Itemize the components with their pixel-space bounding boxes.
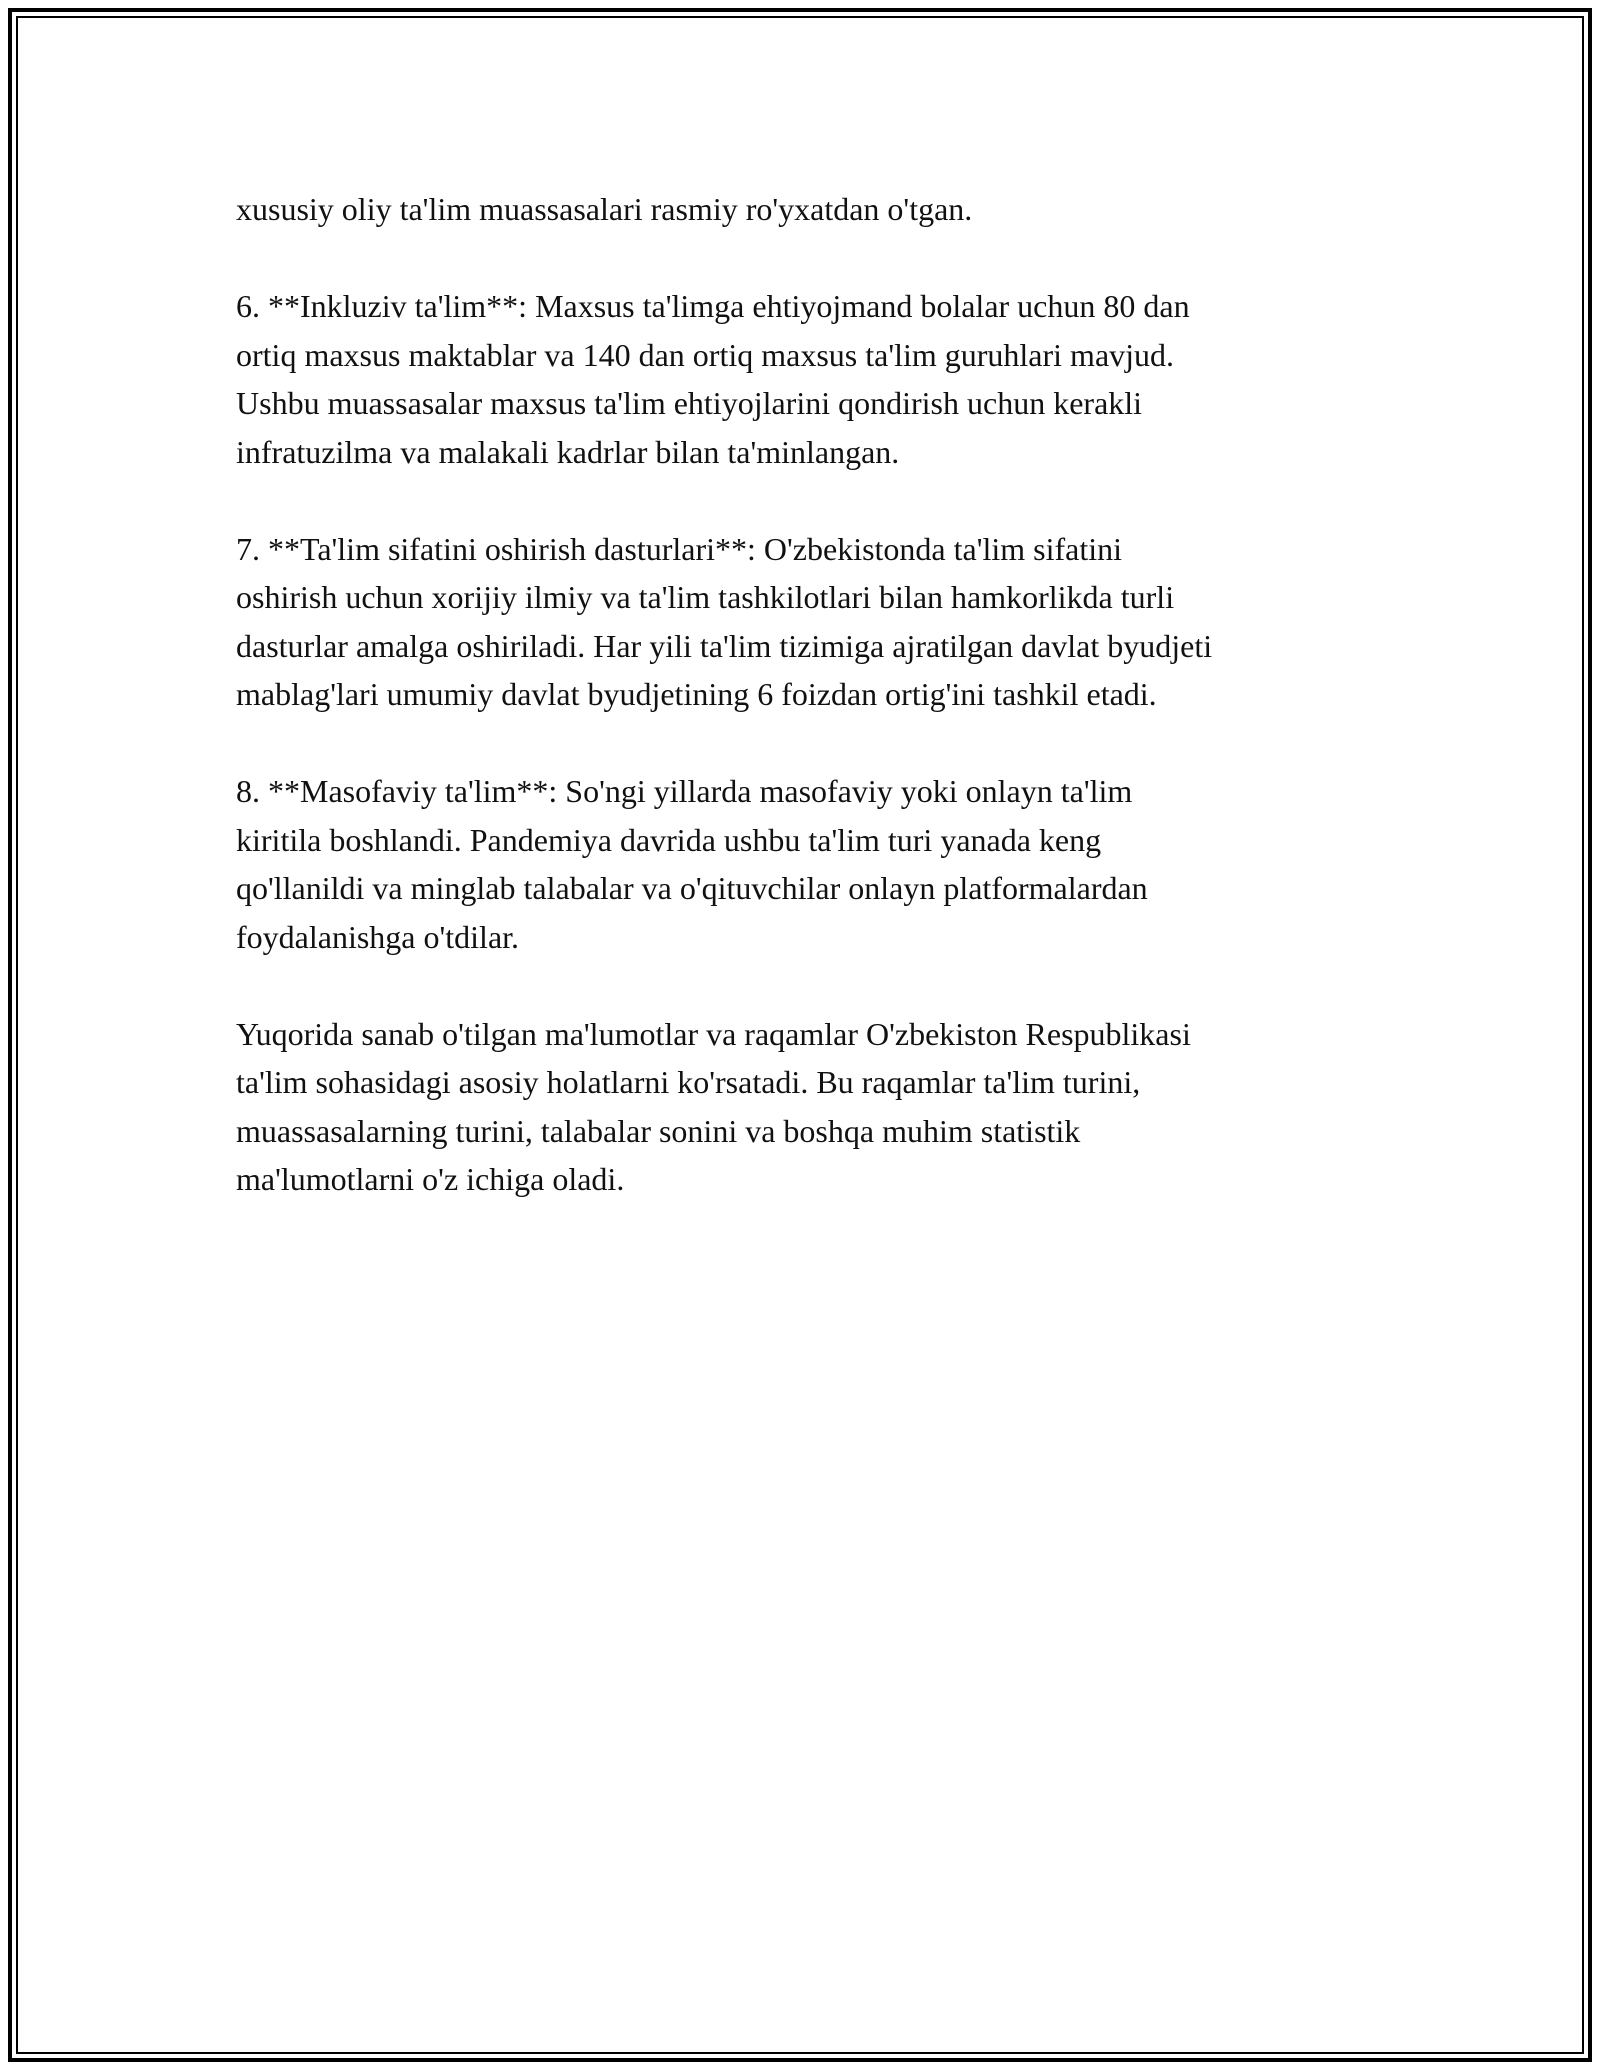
text-line: xususiy oliy ta'lim muassasalari rasmiy ro'yxatdan o'tgan. xyxy=(236,191,973,227)
text-line: qo'llanildi va minglab talabalar va o'qituvchilar onlayn platformalardan xyxy=(236,870,1148,906)
text-line: kiritila boshlandi. Pandemiya davrida ushbu ta'lim turi yanada keng xyxy=(236,821,1102,858)
text-line: mablag'lari umumiy davlat byudjetining 6 foizdan ortig'ini tashkil etadi. xyxy=(236,676,1157,712)
text-line: muassasalarning turini, talabalar sonini va boshqa muhim statistik xyxy=(236,1112,1081,1149)
text-line: foydalanishga o'tdilar. xyxy=(236,918,520,955)
paragraph-intro-tail xyxy=(236,185,1366,234)
text-line: oshirish uchun xorijiy ilmiy va ta'lim tashkilotlari bilan hamkorlikda turli xyxy=(236,579,1175,615)
paragraph-distance-learning xyxy=(236,767,1366,961)
text-line: ta'lim sohasidagi asosiy holatlarni ko'rsatadi. Bu raqamlar ta'lim turini, xyxy=(236,1064,1141,1100)
text-line: ma'lumotlarni o'z ichiga oladi. xyxy=(236,1161,625,1197)
paragraph-inclusive-education xyxy=(236,282,1366,476)
text-line: dasturlar amalga oshiriladi. Har yili ta'lim tizimiga ajratilgan davlat byudjeti xyxy=(236,627,1213,664)
paragraph-conclusion xyxy=(236,1010,1366,1204)
document-body xyxy=(236,185,1366,1252)
text-line: Ushbu muassasalar maxsus ta'lim ehtiyojlarini qondirish uchun kerakli xyxy=(236,385,1143,421)
paragraph-quality-programs xyxy=(236,525,1366,719)
text-line: 8. **Masofaviy ta'lim**: So'ngi yillarda masofaviy yoki onlayn ta'lim xyxy=(236,773,1133,809)
text-line: ortiq maxsus maktablar va 140 dan ortiq maxsus ta'lim guruhlari mavjud. xyxy=(236,336,1175,373)
text-line: 7. **Ta'lim sifatini oshirish dasturlari**: O'zbekistonda ta'lim sifatini xyxy=(236,530,1123,567)
text-line: Yuqorida sanab o'tilgan ma'lumotlar va raqamlar O'zbekiston Respublikasi xyxy=(236,1015,1191,1052)
text-line: 6. **Inkluziv ta'lim**: Maxsus ta'limga ehtiyojmand bolalar uchun 80 dan xyxy=(236,288,1190,324)
text-line: infratuzilma va malakali kadrlar bilan ta'minlangan. xyxy=(236,433,900,470)
